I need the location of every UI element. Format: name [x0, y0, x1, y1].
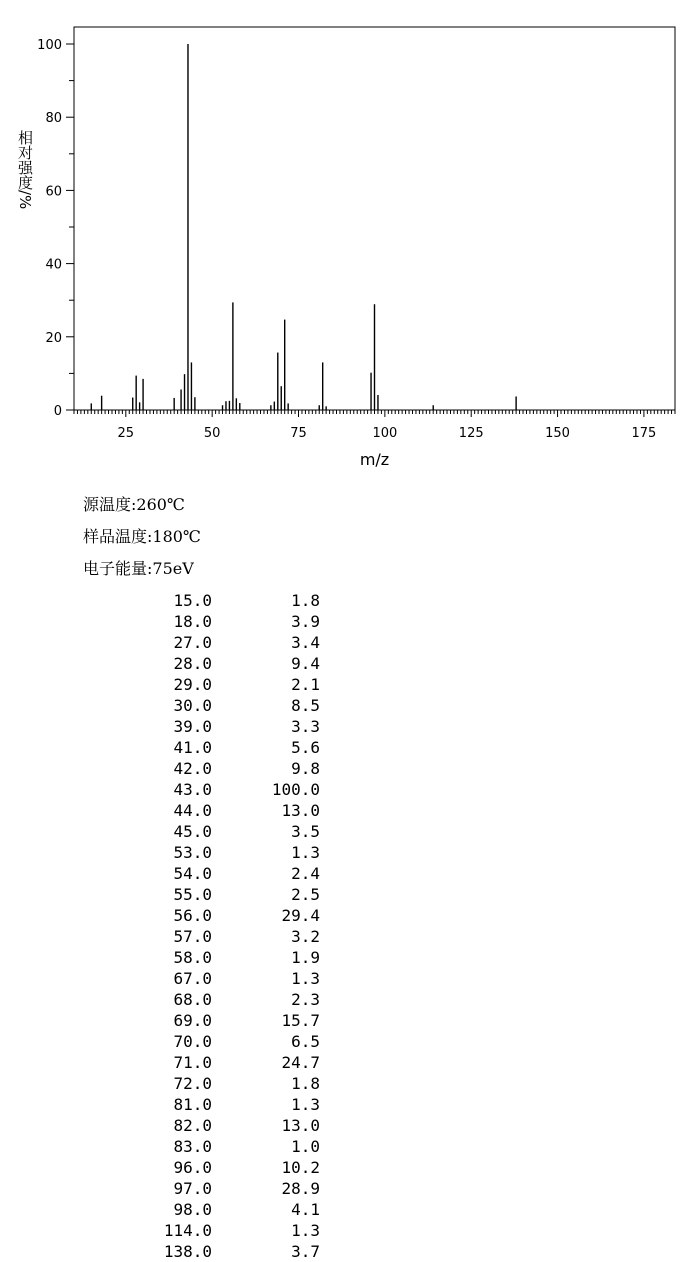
- peak-intensity: 1.0: [291, 1137, 320, 1156]
- peak-mz: 138.0: [163, 1242, 212, 1261]
- peak-intensity: 13.0: [281, 801, 320, 820]
- source-temperature: 源温度:260℃: [83, 495, 185, 514]
- peak-row: [110, 1115, 320, 1136]
- y-tick-label: 80: [45, 111, 62, 127]
- peak-row: [110, 632, 320, 653]
- peak-intensity: 2.4: [291, 864, 320, 883]
- peak-mz: 27.0: [173, 633, 212, 652]
- peak-mz: 45.0: [173, 822, 212, 841]
- peak-mz: 53.0: [173, 843, 212, 862]
- x-tick-label: 50: [203, 426, 221, 441]
- peak-row: [110, 1241, 320, 1262]
- peak-row: [110, 674, 320, 695]
- peak-intensity: 24.7: [281, 1053, 320, 1072]
- peak-mz: 96.0: [173, 1158, 212, 1177]
- peak-intensity: 2.3: [291, 990, 320, 1009]
- peak-intensity: 29.4: [281, 906, 320, 925]
- peak-mz: 82.0: [173, 1116, 212, 1135]
- peak-row: [110, 989, 320, 1010]
- peak-mz: 55.0: [173, 885, 212, 904]
- peak-mz: 70.0: [173, 1032, 212, 1051]
- peak-mz: 81.0: [173, 1095, 212, 1114]
- peak-intensity: 9.4: [291, 654, 320, 673]
- y-tick-label: 40: [45, 257, 62, 273]
- peak-row: [110, 1052, 320, 1073]
- peak-row: [110, 1010, 320, 1031]
- peak-row: [110, 716, 320, 737]
- peak-row: [110, 1073, 320, 1094]
- peak-mz: 28.0: [173, 654, 212, 673]
- peak-row: [110, 590, 320, 611]
- peak-mz: 71.0: [173, 1053, 212, 1072]
- peak-row: [110, 758, 320, 779]
- sample-temperature: 样品温度:180℃: [83, 527, 201, 546]
- peak-intensity: 1.3: [291, 843, 320, 862]
- peak-intensity: 1.3: [291, 1221, 320, 1240]
- peak-mz: 98.0: [173, 1200, 212, 1219]
- peak-mz: 54.0: [173, 864, 212, 883]
- peak-mz: 56.0: [173, 906, 212, 925]
- x-tick-label: 100: [372, 426, 398, 441]
- peak-row: [110, 1157, 320, 1178]
- peak-row: [110, 926, 320, 947]
- peak-row: [110, 653, 320, 674]
- peak-mz: 69.0: [173, 1011, 212, 1030]
- peak-row: [110, 1220, 320, 1241]
- x-axis-label: m/z: [359, 450, 390, 469]
- peak-mz: 58.0: [173, 948, 212, 967]
- x-tick-label: 125: [458, 426, 484, 441]
- peak-intensity: 3.2: [291, 927, 320, 946]
- y-tick-label: 20: [45, 330, 62, 346]
- peak-intensity: 1.9: [291, 948, 320, 967]
- peak-intensity: 4.1: [291, 1200, 320, 1219]
- peak-mz: 114.0: [163, 1221, 212, 1240]
- peak-row: [110, 821, 320, 842]
- peak-row: [110, 863, 320, 884]
- peak-row: [110, 884, 320, 905]
- peak-mz: 18.0: [173, 612, 212, 631]
- peak-row: [110, 800, 320, 821]
- peak-mz: 97.0: [173, 1179, 212, 1198]
- peak-row: [110, 947, 320, 968]
- peak-intensity: 3.9: [291, 612, 320, 631]
- peak-intensity: 3.5: [291, 822, 320, 841]
- peak-mz: 43.0: [173, 780, 212, 799]
- peak-intensity: 2.5: [291, 885, 320, 904]
- peak-row: [110, 779, 320, 800]
- peak-row: [110, 842, 320, 863]
- peak-intensity: 1.3: [291, 969, 320, 988]
- peak-row: [110, 1178, 320, 1199]
- peak-intensity: 15.7: [281, 1011, 320, 1030]
- peak-intensity: 6.5: [291, 1032, 320, 1051]
- peak-row: [110, 1136, 320, 1157]
- peak-intensity: 9.8: [291, 759, 320, 778]
- peak-row: [110, 905, 320, 926]
- peak-intensity: 8.5: [291, 696, 320, 715]
- peak-mz: 68.0: [173, 990, 212, 1009]
- peak-intensity: 28.9: [281, 1179, 320, 1198]
- peak-intensity: 3.4: [291, 633, 320, 652]
- peak-mz: 30.0: [173, 696, 212, 715]
- peak-mz: 15.0: [173, 591, 212, 610]
- peak-intensity: 10.2: [281, 1158, 320, 1177]
- x-tick-label: 150: [545, 426, 570, 441]
- peak-row: [110, 1031, 320, 1052]
- peak-intensity: 1.8: [291, 1074, 320, 1093]
- peak-row: [110, 695, 320, 716]
- y-axis-label: 相对强度/%: [16, 130, 34, 210]
- peak-mz: 41.0: [173, 738, 212, 757]
- mass-spectrum-chart: [0, 0, 698, 480]
- peak-mz: 72.0: [173, 1074, 212, 1093]
- peak-mz: 39.0: [173, 717, 212, 736]
- y-tick-label: 100: [37, 38, 62, 53]
- y-tick-label: 60: [45, 184, 62, 200]
- peak-intensity: 3.7: [291, 1242, 320, 1261]
- peak-row: [110, 968, 320, 989]
- acquisition-conditions: [83, 491, 201, 587]
- y-tick-label: 0: [53, 404, 62, 419]
- peak-mz: 83.0: [173, 1137, 212, 1156]
- x-tick-label: 25: [117, 426, 135, 441]
- x-tick-label: 75: [290, 426, 307, 441]
- peak-row: [110, 611, 320, 632]
- peak-intensity: 1.8: [291, 591, 320, 610]
- peak-row: [110, 737, 320, 758]
- peak-intensity: 2.1: [291, 675, 320, 694]
- peak-intensity: 100.0: [271, 780, 320, 799]
- peak-intensity: 5.6: [291, 738, 320, 757]
- peak-row: [110, 1094, 320, 1115]
- electron-energy: 电子能量:75eV: [83, 559, 194, 578]
- peak-row: [110, 1199, 320, 1220]
- peak-mz: 44.0: [173, 801, 212, 820]
- peak-list-table: [110, 590, 320, 1262]
- peak-intensity: 3.3: [291, 717, 320, 736]
- peak-mz: 57.0: [173, 927, 212, 946]
- peak-mz: 67.0: [173, 969, 212, 988]
- peak-mz: 29.0: [173, 675, 212, 694]
- peak-intensity: 13.0: [281, 1116, 320, 1135]
- peak-mz: 42.0: [173, 759, 212, 778]
- peak-intensity: 1.3: [291, 1095, 320, 1114]
- x-tick-label: 175: [631, 426, 657, 441]
